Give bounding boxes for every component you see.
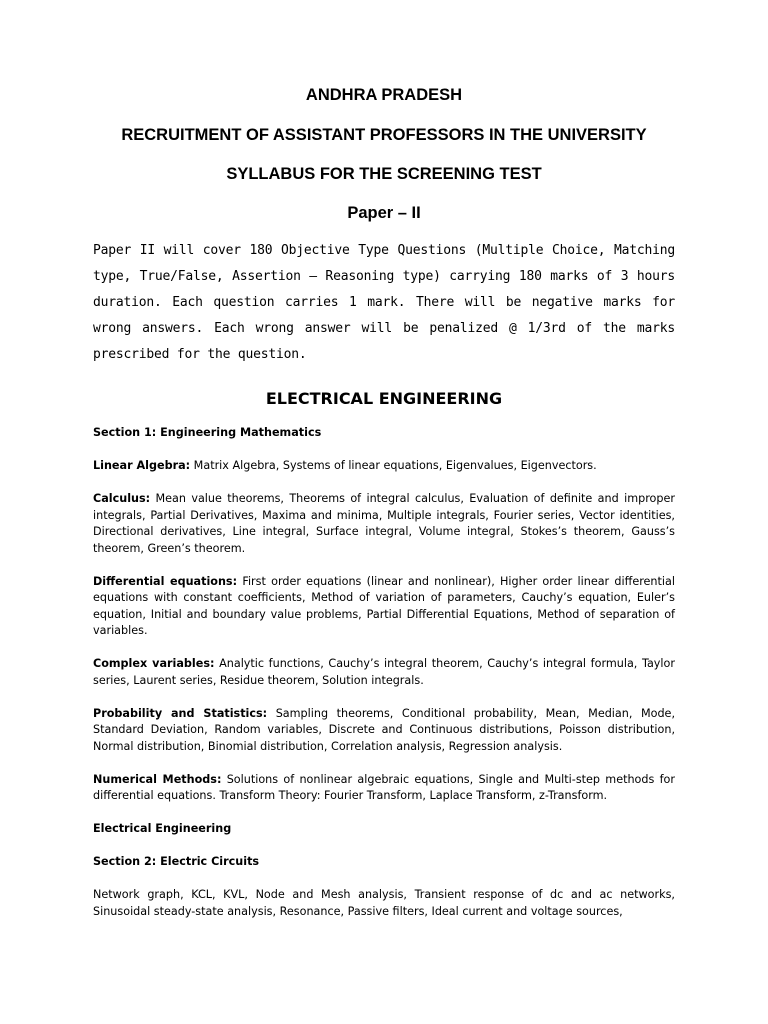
topic-text: First order equations (linear and nonlinear), Higher order linear differential equations with constant coefficients, Method of variation of parameters, Cauchy’s equation, Euler’s equation, Initial and boundary value problems, Partial Differential Equations, Method of separation of variables. bbox=[93, 574, 675, 637]
part-label-text: Electrical Engineering bbox=[93, 822, 232, 835]
topic-term: Differential equations: bbox=[93, 574, 238, 588]
topic-text: Sampling theorems, Conditional probability, Mean, Median, Mode, Standard Deviation, Random variables, Discrete and Continuous distributions, Poisson distribution, Normal distribution, Binomial distribution, Correlation analysis, Regression analysis. bbox=[93, 706, 675, 753]
subject-title: ELECTRICAL ENGINEERING bbox=[265, 389, 503, 408]
part-label bbox=[93, 821, 675, 838]
topic-term: Complex variables: bbox=[93, 657, 215, 670]
section2-title bbox=[93, 854, 675, 871]
topic-term: Linear Algebra: bbox=[93, 459, 191, 472]
paper-heading: Paper – II bbox=[347, 204, 421, 222]
topic-text: Solutions of nonlinear algebraic equations, Single and Multi-step methods for differential equations. Transform Theory: Fourier Transform, Laplace Transform, z-Transform. bbox=[93, 772, 675, 802]
section1-title bbox=[93, 425, 675, 442]
topic-text: Matrix Algebra, Systems of linear equations, Eigenvalues, Eigenvectors. bbox=[190, 459, 597, 472]
topic-complex-variables bbox=[93, 656, 675, 689]
topic-probability-statistics bbox=[93, 706, 675, 756]
topic-linear-algebra bbox=[93, 458, 675, 475]
topic-calculus bbox=[93, 491, 675, 557]
topic-term: Probability and Statistics: bbox=[93, 706, 268, 720]
recruitment-heading: RECRUITMENT OF ASSISTANT PROFESSORS IN THE UNIVERSITY bbox=[121, 126, 647, 144]
topic-term: Numerical Methods: bbox=[93, 772, 222, 786]
syllabus-heading: SYLLABUS FOR THE SCREENING TEST bbox=[226, 165, 542, 183]
section2-text: Network graph, KCL, KVL, Node and Mesh analysis, Transient response of dc and ac networks, Sinusoidal steady-state analysis, Resonance, Passive filters, Ideal current and voltage sources, bbox=[93, 888, 675, 918]
section2-title-text: Section 2: Electric Circuits bbox=[93, 855, 260, 868]
topic-term: Calculus: bbox=[93, 492, 151, 505]
topic-numerical-methods bbox=[93, 772, 675, 805]
state-heading: ANDHRA PRADESH bbox=[305, 86, 463, 104]
topic-text: Mean value theorems, Theorems of integral calculus, Evaluation of definite and improper integrals, Partial Derivatives, Maxima and minima, Multiple integrals, Fourier series, Vector identities, Directional derivatives, Line integral, Surface integral, Volume integral, Stokes’s theorem, Gauss’s theorem, Green’s theorem. bbox=[93, 492, 675, 555]
topic-differential-equations bbox=[93, 574, 675, 640]
section1-title-text: Section 1: Engineering Mathematics bbox=[93, 426, 322, 439]
topic-text: Analytic functions, Cauchy’s integral theorem, Cauchy’s integral formula, Taylor series, Laurent series, Residue theorem, Solution integrals. bbox=[93, 657, 675, 687]
intro-paragraph: Paper II will cover 180 Objective Type Questions (Multiple Choice, Matching type, True/False, Assertion – Reasoning type) carrying 180 marks of 3 hours duration. Each question carries 1 mark. There will be negative marks for wrong answers. Each wrong answer will be penalized @ 1/3rd of the marks prescribed for the question. bbox=[93, 243, 675, 362]
